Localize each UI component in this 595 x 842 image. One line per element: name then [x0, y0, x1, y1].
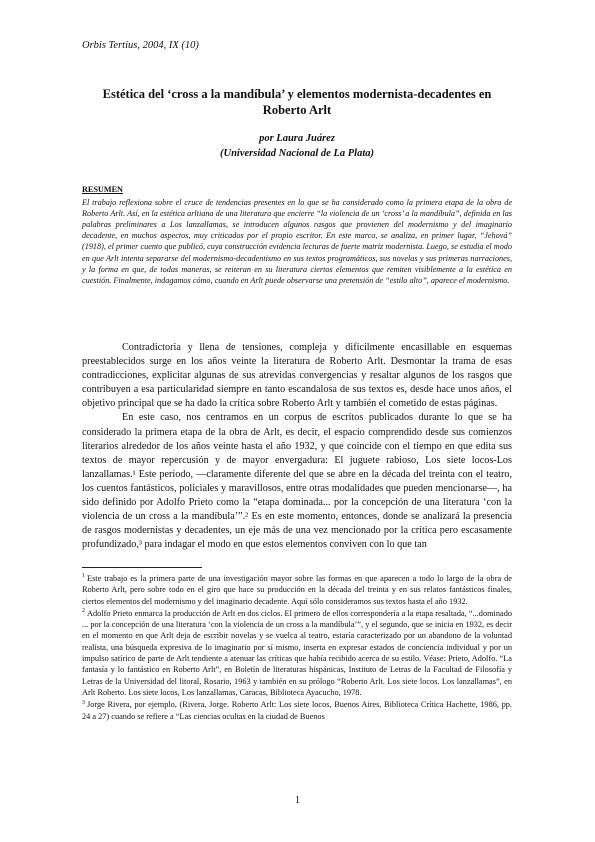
- footnote-1: [82, 573, 512, 607]
- page-number: 1: [294, 795, 301, 806]
- abstract: [82, 184, 512, 286]
- footnotes: [82, 573, 512, 723]
- footnote-2: [82, 608, 512, 698]
- footnote-text: Jorge Rivera, por ejemplo, (Rivera, Jorge. Roberto Arlt: Los siete locos, Buenos Aires, Biblioteca Crítica Hachette, 1986, pp. 24 a 27) cuando se refiere a “Las ciencias ocultas en la ciudad de Buenos: [82, 700, 512, 721]
- abstract-text: El trabajo reflexiona sobre el cruce de tendencias presentes en lo que se ha considerado como la primera etapa de la obra de Roberto Arlt. Así, en la estética arltiana de una literatura que encierre “la violencia de un ‘cross’ a la mandíbula”, definida en las palabras preliminares a Los lanzallamas, se introducen algunos rasgos que provienen del modernismo y del imaginario decadente, en muchos aspectos, muy criticados por el propio escritor. En este marco, se analiza, en primer lugar, “Jehová” (1918), el primer cuento que publicó, cuya construcción evidencia lecturas de fuerte matriz modernista. Luego, se estudia el modo en que Arlt intenta separarse del modernismo-decadentismo en sus textos programáticos, sus novelas y sus primeras narraciones, y la forma en que, de todas maneras, se reiteran en su literatura ciertos elementos que remiten visiblemente a la estética en cuestión. Finalmente, indagamos cómo, cuando en Arlt puede observarse una pretensión de “estilo alto”, aparece el modernismo.: [82, 198, 512, 285]
- body-paragraph-2: En este caso, nos centramos en un corpus de escritos publicados durante lo que se ha considerado la primera etapa de la obra de Arlt, es decir, el espacio comprendido desde sus comienzos literarios alrededor de los años veinte hasta el año 1932, y que coincide con el tiempo en que edita sus textos de mayor repercusión y de mayor envergadura: El juguete rabioso, Los siete locos-Los lanzallamas.¹ Este período, —claramente diferente del que se abre en la década del treinta con el teatro, los cuentos fantásticos, policiales y maravillosos, entre otras modalidades que pueden mencionarse—, ha sido definido por Adolfo Prieto como la “etapa dominada... por la concepción de una literatura ‘con la violencia de un cross a la mandíbula’”.² Es en este momento, entonces, donde se analizará la presencia de rasgos modernistas y decadentes, un eje más de una vez mencionado por la crítica pero escasamente profundizado,³ para indagar el modo en que estos elementos conviven con lo que tan: [82, 412, 512, 551]
- footnote-separator: [82, 567, 202, 568]
- author-name: por Laura Juárez: [259, 133, 335, 144]
- footnote-text: Este trabajo es la primera parte de una investigación mayor sobre las formas en que aparecen a todo lo largo de la obra de Roberto Arlt, pero sobre todo en el giro que hace su producción en la década del treinta y en sus relatos fantásticos finales, ciertos elementos del modernismo y del imaginario decadente. Aquí sólo consideramos sus textos hasta el año 1932.: [82, 574, 512, 606]
- author-affiliation: (Universidad Nacional de La Plata): [220, 148, 374, 159]
- article-title: Estética del ‘cross a la mandíbula’ y elementos modernista-decadentes en Roberto Arlt: [102, 87, 492, 117]
- body-text: [82, 341, 512, 552]
- abstract-heading: RESUMEN: [82, 185, 123, 194]
- footnote-mark: 3: [82, 699, 85, 706]
- footnote-mark: 1: [82, 573, 85, 580]
- journal-citation: Orbis Tertius, 2004, IX (10): [82, 40, 199, 51]
- footnote-mark: 2: [82, 608, 85, 615]
- byline: [82, 131, 512, 161]
- body-paragraph-1: Contradictoria y llena de tensiones, compleja y difícilmente encasillable en esquemas preestablecidos surge en los años veinte la literatura de Roberto Arlt. Desmontar la trama de esas contradicciones, explicitar algunas de sus atrevidas convergencias y resaltar algunos de los rasgos que contribuyen a esa particularidad siempre en tanto escandalosa de sus textos es, desde hace unos años, el objetivo principal que se ha dado la crítica sobre Roberto Arlt y también el cometido de estas páginas.: [82, 342, 512, 410]
- footnote-3: [82, 699, 512, 722]
- footnote-text: Adolfo Prieto enmarca la producción de Arlt en dos ciclos. El primero de ellos correspondería a la etapa resaltada, “...dominado ... por la concepción de una literatura ‘con la violencia de un cross a la mandíbula’”, y el segundo, que se inicia en 1932, es decir en el momento en que Arlt deja de escribir novelas y se vuelca al teatro, estaría caracterizado por un abandono de la voluntad realista, una búsqueda expresiva de lo imaginario por sí mismo, inserta en expresar estados de conciencia individual y por un impulso satírico de parte de Arlt tendiente a atenuar las críticas que había recibido acerca de su estilo. Véase: Prieto, Adolfo. “La fantasía y lo fantástico en Roberto Arlt”, en Boletín de literaturas hispánicas, Instituto de Letras de la Facultad de Filosofía y Letras de la Universidad del litoral, Rosario, 1963 y también en su prólogo “Roberto Arlt. Los siete locos. Los lanzallamas”, en Arlt Roberto. Los siete locos, Los lanzallamas, Caracas, Biblioteca Ayacucho, 1978.: [82, 608, 512, 697]
